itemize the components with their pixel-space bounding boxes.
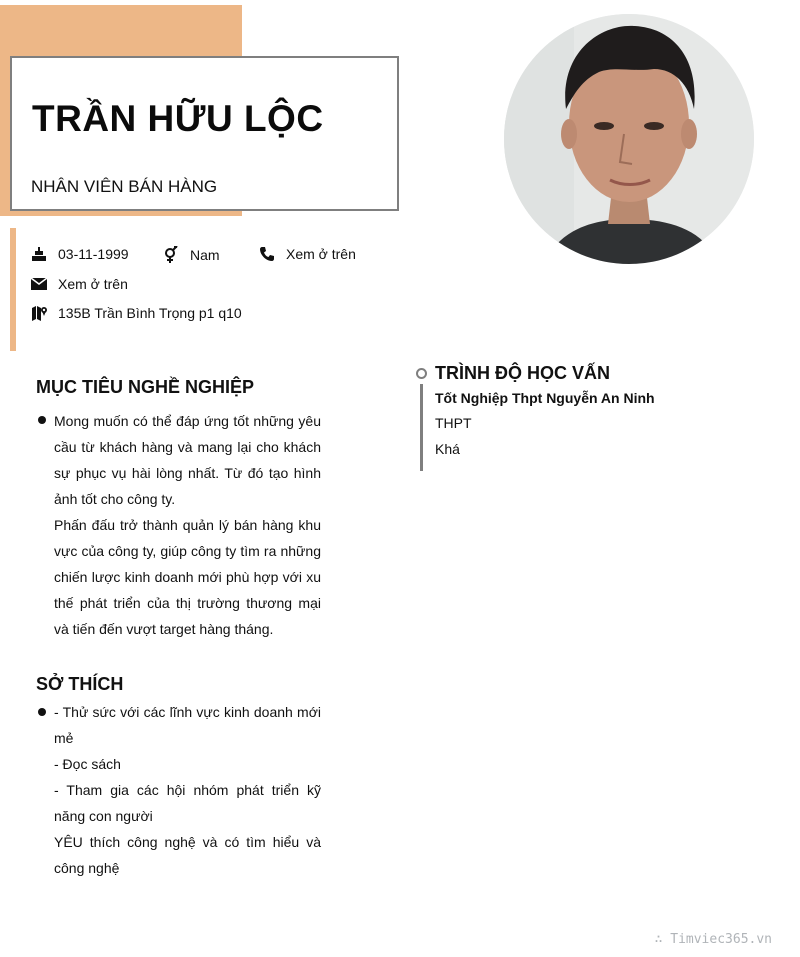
objective-text <box>54 408 321 642</box>
education-title: TRÌNH ĐỘ HỌC VẤN <box>435 363 610 383</box>
objective-paragraph: Phấn đấu trở thành quản lý bán hàng khu vực của công ty, giúp công ty tìm ra những chiến lược kinh doanh mới phù hợp với xu thế phát triển của thị trường thương mại và tiến đến vượt target hàng tháng. <box>54 517 321 637</box>
objective-bullet <box>38 416 46 424</box>
address-row <box>29 305 242 321</box>
hobby-item: YÊU thích công nghệ và có tìm hiểu và công nghệ <box>54 834 321 876</box>
envelope-icon <box>29 278 49 290</box>
hobbies-bullet <box>38 708 46 716</box>
avatar <box>504 14 754 264</box>
cake-icon <box>29 246 49 262</box>
contact-accent-bar <box>10 228 16 351</box>
objective-paragraph: Mong muốn có thể đáp ứng tốt những yêu cầu từ khách hàng và mang lại cho khách sự phục vụ hài lòng nhất. Từ đó tạo hình ảnh tốt cho công ty. <box>54 413 321 507</box>
hobbies-list <box>54 699 321 881</box>
education-timeline-line <box>420 384 423 471</box>
education-school: Tốt Nghiệp Thpt Nguyễn An Ninh <box>435 390 655 406</box>
gender-icon <box>161 246 181 264</box>
watermark-icon: ∴ <box>654 932 671 947</box>
hobbies-title: SỞ THÍCH <box>36 674 124 694</box>
objective-title: MỤC TIÊU NGHỀ NGHIỆP <box>36 377 255 397</box>
watermark <box>655 932 772 947</box>
email-row <box>29 276 128 292</box>
education-timeline-dot <box>416 368 427 379</box>
job-title: NHÂN VIÊN BÁN HÀNG <box>31 177 218 196</box>
email-value: Xem ở trên <box>58 276 128 292</box>
map-icon <box>29 305 49 321</box>
birthday-value: 03-11-1999 <box>58 246 129 262</box>
hobby-item: - Đọc sách <box>54 756 121 772</box>
candidate-name: TRẦN HỮU LỘC <box>32 98 324 139</box>
phone-icon <box>257 246 277 262</box>
hobby-item: - Tham gia các hội nhóm phát triển kỹ năng con người <box>54 782 321 824</box>
phone-value: Xem ở trên <box>286 246 356 262</box>
education-grade: Khá <box>435 441 460 457</box>
gender-row <box>161 246 220 264</box>
phone-row <box>257 246 356 262</box>
address-value: 135B Trần Bình Trọng p1 q10 <box>58 305 242 321</box>
gender-value: Nam <box>190 247 220 263</box>
birthday-row <box>29 246 129 262</box>
avatar-photo <box>504 14 754 264</box>
name-card <box>10 56 399 211</box>
education-level: THPT <box>435 415 472 431</box>
hobby-item: - Thử sức với các lĩnh vực kinh doanh mới mẻ <box>54 704 321 746</box>
watermark-text: Timviec365.vn <box>670 932 772 947</box>
